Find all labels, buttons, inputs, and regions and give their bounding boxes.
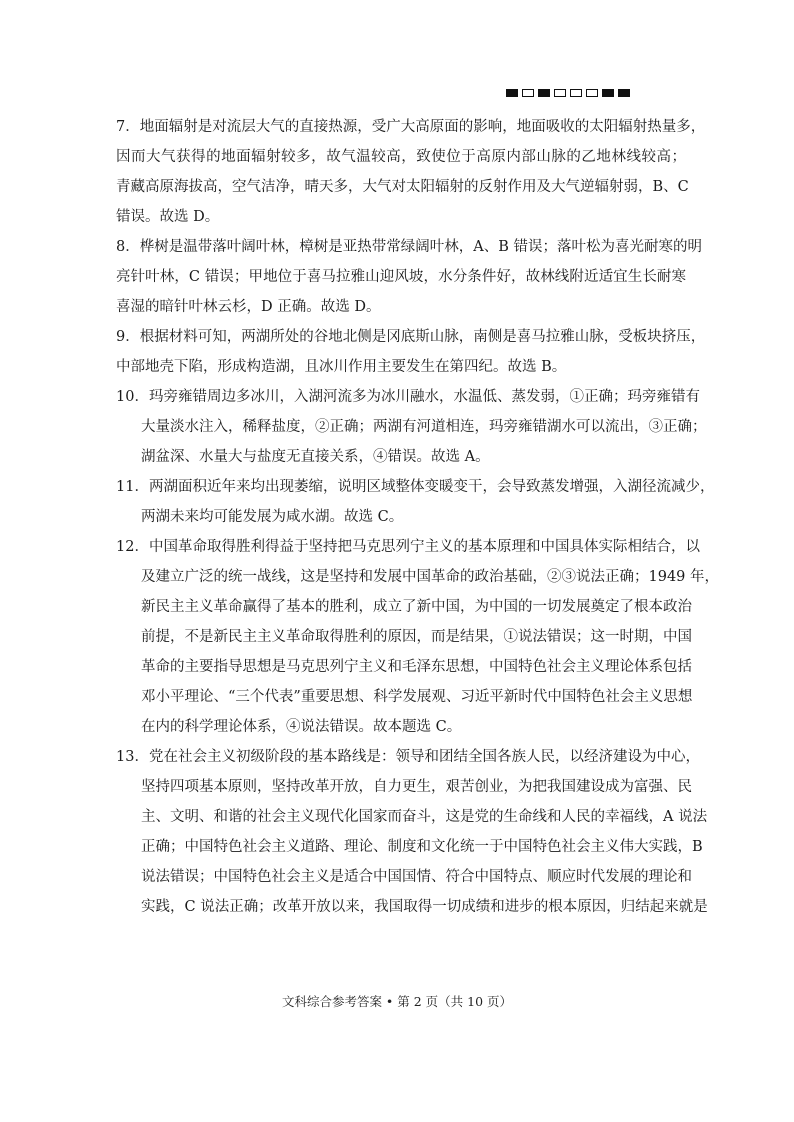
answer-line: 在内的科学理论体系，④说法错误。故本题选 C。: [141, 719, 462, 735]
answer-line: 邓小平理论、“三个代表”重要思想、科学发展观、习近平新时代中国特色社会主义思想: [141, 689, 693, 705]
answer-line: 因而大气获得的地面辐射较多，故气温较高，致使位于高原内部山脉的乙地林线较高；: [116, 149, 686, 165]
answer-line: 正确；中国特色社会主义道路、理论、制度和文化统一于中国特色社会主义伟大实践，B: [141, 839, 703, 855]
answer-line: 实践，C 说法正确；改革开放以来，我国取得一切成绩和进步的根本原因，归结起来就是: [141, 899, 708, 915]
answer-line: 两湖未来均可能发展为咸水湖。故选 C。: [141, 509, 404, 525]
answer-item: [116, 322, 706, 382]
answer-item: [116, 232, 702, 322]
answer-line: 青藏高原海拔高，空气洁净，晴天多，大气对太阳辐射的反射作用及大气逆辐射弱，B、C: [116, 179, 689, 195]
header-mark: [538, 89, 550, 97]
answer-line: 说法错误；中国特色社会主义是适合中国国情、符合中国特点、顺应时代发展的理论和: [141, 869, 692, 885]
answer-line: 喜湿的暗针叶林云杉，D 正确。故选 D。: [116, 299, 381, 315]
answer-line: 及建立广泛的统一战线，这是坚持和发展中国革命的政治基础，②③说法正确；1949 年，: [141, 569, 720, 585]
answer-line: 湖盆深、水量大与盐度无直接关系，④错误。故选 A。: [141, 449, 490, 465]
answer-line: 前提，不是新民主主义革命取得胜利的原因，而是结果，①说法错误；这一时期，中国: [141, 629, 692, 645]
answer-line: 7．地面辐射是对流层大气的直接热源，受广大高原面的影响，地面吸收的太阳辐射热量多，: [116, 119, 706, 135]
answer-item: [116, 472, 715, 532]
answer-line: 11．两湖面积近年来均出现萎缩，说明区域整体变暖变干，会导致蒸发增强，入湖径流减少，: [116, 479, 715, 495]
header-mark: [506, 89, 518, 97]
answer-line: 错误。故选 D。: [116, 209, 220, 225]
answer-line: 10．玛旁雍错周边多冰川，入湖河流多为冰川融水，水温低、蒸发弱，①正确；玛旁雍错有: [116, 389, 700, 405]
answer-line: 大量淡水注入，稀释盐度，②正确；两湖有河道相连，玛旁雍错湖水可以流出，③正确；: [141, 419, 707, 435]
answer-line: 亮针叶林，C 错误；甲地位于喜马拉雅山迎风坡，水分条件好，故林线附近适宜生长耐寒: [116, 269, 686, 285]
answer-item: [116, 382, 707, 472]
answer-line: 13．党在社会主义初级阶段的基本路线是：领导和团结全国各族人民，以经济建设为中心，: [116, 749, 700, 765]
answer-line: 9．根据材料可知，两湖所处的谷地北侧是冈底斯山脉，南侧是喜马拉雅山脉，受板块挤压，: [116, 329, 706, 345]
answer-line: 革命的主要指导思想是马克思列宁主义和毛泽东思想，中国特色社会主义理论体系包括: [141, 659, 692, 675]
header-mark: [522, 89, 534, 97]
answer-item: [116, 532, 720, 742]
header-mark: [602, 89, 614, 97]
page-footer: 文科综合参考答案 • 第 2 页（共 10 页）: [281, 994, 513, 1009]
answer-content: [116, 112, 720, 922]
answer-line: 中部地壳下陷，形成构造湖，且冰川作用主要发生在第四纪。故选 B。: [116, 359, 567, 375]
answer-line: 主、文明、和谐的社会主义现代化国家而奋斗，这是党的生命线和人民的幸福线，A 说法: [141, 809, 708, 825]
header-marks: [506, 89, 630, 97]
answer-line: 新民主主义革命赢得了基本的胜利，成立了新中国，为中国的一切发展奠定了根本政治: [141, 599, 692, 615]
answer-item: [116, 112, 706, 232]
header-mark: [570, 89, 582, 97]
answer-line: 12．中国革命取得胜利得益于坚持把马克思列宁主义的基本原理和中国具体实际相结合，以: [116, 539, 700, 555]
answer-line: 坚持四项基本原则，坚持改革开放，自力更生，艰苦创业，为把我国建设成为富强、民: [141, 779, 692, 795]
header-mark: [554, 89, 566, 97]
header-mark: [586, 89, 598, 97]
answer-item: [116, 742, 708, 922]
header-mark: [618, 89, 630, 97]
answer-line: 8．桦树是温带落叶阔叶林，樟树是亚热带常绿阔叶林，A、B 错误；落叶松为喜光耐寒的明: [116, 239, 702, 255]
